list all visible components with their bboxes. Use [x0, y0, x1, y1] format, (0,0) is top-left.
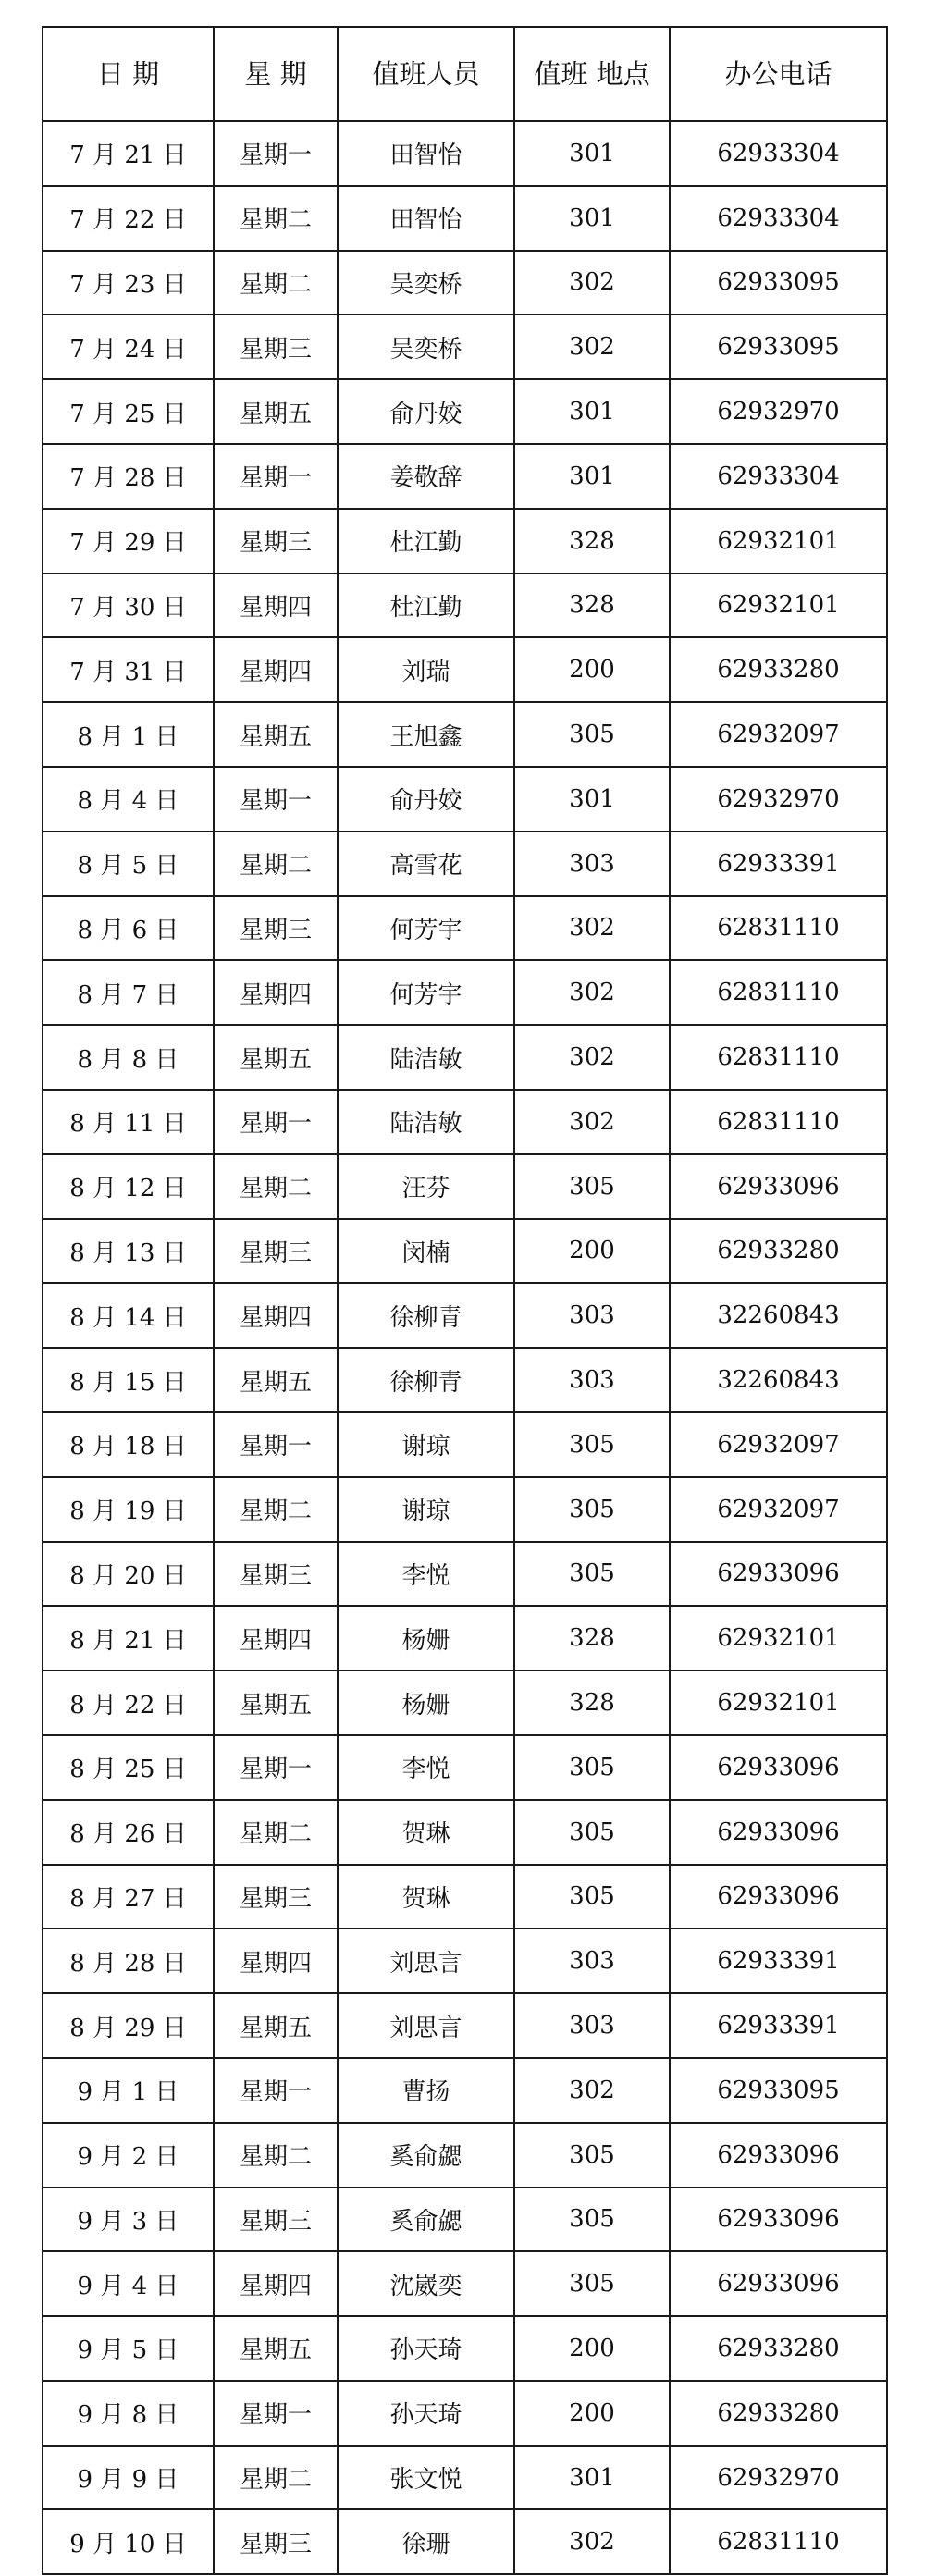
cell-phone: 62932970 [670, 2446, 887, 2510]
cell-weekday: 星期五 [214, 702, 338, 767]
cell-weekday: 星期三 [214, 314, 338, 379]
table-row [43, 1865, 887, 1929]
cell-phone: 62932101 [670, 573, 887, 638]
cell-weekday: 星期四 [214, 1606, 338, 1670]
cell-weekday: 星期一 [214, 444, 338, 509]
cell-person: 杨姗 [338, 1606, 514, 1670]
table-body [43, 121, 887, 2574]
cell-phone: 62933280 [670, 2316, 887, 2381]
cell-weekday: 星期五 [214, 1348, 338, 1412]
cell-date: 8 月 15 日 [43, 1348, 214, 1412]
cell-person: 李悦 [338, 1542, 514, 1607]
cell-phone: 62933304 [670, 186, 887, 251]
table-row [43, 1025, 887, 1090]
cell-date: 8 月 6 日 [43, 896, 214, 961]
cell-date: 7 月 24 日 [43, 314, 214, 379]
cell-weekday: 星期四 [214, 2251, 338, 2316]
table-row [43, 1090, 887, 1154]
cell-weekday: 星期二 [214, 832, 338, 896]
cell-location: 328 [514, 573, 670, 638]
cell-person: 俞丹姣 [338, 767, 514, 832]
table-row [43, 1154, 887, 1219]
cell-phone: 62933096 [670, 1542, 887, 1607]
header-person: 值班人员 [338, 27, 514, 121]
cell-person: 刘思言 [338, 1929, 514, 1993]
cell-location: 303 [514, 1993, 670, 2058]
cell-location: 305 [514, 1800, 670, 1865]
cell-date: 8 月 25 日 [43, 1735, 214, 1800]
cell-location: 305 [514, 1412, 670, 1477]
cell-phone: 62831110 [670, 896, 887, 961]
cell-date: 7 月 31 日 [43, 637, 214, 702]
cell-weekday: 星期三 [214, 896, 338, 961]
table-row [43, 1735, 887, 1800]
cell-location: 305 [514, 1154, 670, 1219]
cell-person: 高雪花 [338, 832, 514, 896]
table-row [43, 1219, 887, 1284]
cell-person: 杜江勤 [338, 509, 514, 573]
table-row [43, 2381, 887, 2446]
cell-date: 9 月 3 日 [43, 2188, 214, 2252]
cell-location: 200 [514, 637, 670, 702]
cell-person: 何芳宇 [338, 960, 514, 1025]
cell-person: 徐柳青 [338, 1348, 514, 1412]
table-row [43, 637, 887, 702]
cell-weekday: 星期四 [214, 960, 338, 1025]
table-row [43, 2509, 887, 2574]
table-row [43, 2251, 887, 2316]
table-row [43, 2058, 887, 2123]
cell-weekday: 星期二 [214, 1800, 338, 1865]
cell-location: 305 [514, 2188, 670, 2252]
cell-person: 汪芬 [338, 1154, 514, 1219]
duty-schedule-table [42, 26, 888, 2575]
cell-person: 孙天琦 [338, 2381, 514, 2446]
table-row [43, 2446, 887, 2510]
cell-phone: 62933095 [670, 2058, 887, 2123]
cell-person: 徐珊 [338, 2509, 514, 2574]
cell-date: 9 月 5 日 [43, 2316, 214, 2381]
cell-phone: 62933304 [670, 121, 887, 186]
cell-person: 闵楠 [338, 1219, 514, 1284]
cell-location: 302 [514, 314, 670, 379]
cell-person: 何芳宇 [338, 896, 514, 961]
cell-weekday: 星期二 [214, 251, 338, 315]
cell-date: 7 月 25 日 [43, 379, 214, 444]
table-row [43, 960, 887, 1025]
cell-location: 302 [514, 251, 670, 315]
cell-phone: 62933391 [670, 1993, 887, 2058]
cell-location: 303 [514, 1929, 670, 1993]
cell-weekday: 星期三 [214, 1542, 338, 1607]
cell-person: 孙天琦 [338, 2316, 514, 2381]
table-row [43, 573, 887, 638]
cell-person: 谢琼 [338, 1412, 514, 1477]
cell-date: 8 月 27 日 [43, 1865, 214, 1929]
cell-weekday: 星期一 [214, 1090, 338, 1154]
cell-date: 9 月 2 日 [43, 2123, 214, 2188]
cell-person: 田智怡 [338, 186, 514, 251]
cell-weekday: 星期二 [214, 186, 338, 251]
cell-location: 302 [514, 2058, 670, 2123]
cell-person: 刘瑞 [338, 637, 514, 702]
cell-person: 杨姗 [338, 1670, 514, 1735]
cell-person: 陆洁敏 [338, 1090, 514, 1154]
cell-phone: 62933095 [670, 251, 887, 315]
table-row [43, 1993, 887, 2058]
cell-location: 301 [514, 186, 670, 251]
cell-date: 8 月 12 日 [43, 1154, 214, 1219]
cell-location: 328 [514, 1670, 670, 1735]
cell-phone: 62933096 [670, 2251, 887, 2316]
cell-phone: 62933280 [670, 1219, 887, 1284]
cell-location: 305 [514, 1865, 670, 1929]
table-row [43, 896, 887, 961]
cell-phone: 62933096 [670, 2123, 887, 2188]
cell-weekday: 星期四 [214, 573, 338, 638]
cell-phone: 62933096 [670, 1735, 887, 1800]
header-phone: 办公电话 [670, 27, 887, 121]
cell-location: 305 [514, 1542, 670, 1607]
cell-date: 8 月 28 日 [43, 1929, 214, 1993]
cell-weekday: 星期二 [214, 2123, 338, 2188]
cell-weekday: 星期二 [214, 2446, 338, 2510]
cell-date: 8 月 29 日 [43, 1993, 214, 2058]
table-row [43, 509, 887, 573]
cell-phone: 62933096 [670, 2188, 887, 2252]
cell-weekday: 星期一 [214, 1412, 338, 1477]
cell-phone: 62933280 [670, 637, 887, 702]
cell-phone: 62933280 [670, 2381, 887, 2446]
cell-location: 200 [514, 1219, 670, 1284]
cell-location: 301 [514, 379, 670, 444]
cell-person: 张文悦 [338, 2446, 514, 2510]
cell-weekday: 星期五 [214, 1993, 338, 2058]
table-row [43, 1800, 887, 1865]
cell-date: 9 月 1 日 [43, 2058, 214, 2123]
table-row [43, 1348, 887, 1412]
cell-location: 200 [514, 2381, 670, 2446]
cell-location: 302 [514, 1025, 670, 1090]
cell-weekday: 星期五 [214, 2316, 338, 2381]
table-row [43, 2188, 887, 2252]
cell-phone: 62932970 [670, 379, 887, 444]
cell-phone: 62831110 [670, 1025, 887, 1090]
cell-date: 8 月 19 日 [43, 1477, 214, 1542]
table-row [43, 444, 887, 509]
cell-phone: 62933391 [670, 1929, 887, 1993]
cell-person: 奚俞勰 [338, 2188, 514, 2252]
table-row [43, 2123, 887, 2188]
cell-date: 8 月 4 日 [43, 767, 214, 832]
cell-person: 奚俞勰 [338, 2123, 514, 2188]
cell-weekday: 星期三 [214, 509, 338, 573]
cell-phone: 62932097 [670, 702, 887, 767]
cell-date: 7 月 22 日 [43, 186, 214, 251]
cell-person: 陆洁敏 [338, 1025, 514, 1090]
cell-weekday: 星期三 [214, 1865, 338, 1929]
table-row [43, 1477, 887, 1542]
cell-date: 8 月 26 日 [43, 1800, 214, 1865]
cell-person: 吴奕桥 [338, 314, 514, 379]
table-row [43, 1283, 887, 1348]
cell-location: 305 [514, 1477, 670, 1542]
cell-phone: 32260843 [670, 1283, 887, 1348]
table-row [43, 702, 887, 767]
cell-weekday: 星期一 [214, 1735, 338, 1800]
cell-location: 303 [514, 1283, 670, 1348]
cell-person: 徐柳青 [338, 1283, 514, 1348]
table-row [43, 1412, 887, 1477]
cell-date: 7 月 21 日 [43, 121, 214, 186]
cell-location: 302 [514, 1090, 670, 1154]
header-location: 值班 地点 [514, 27, 670, 121]
cell-date: 7 月 29 日 [43, 509, 214, 573]
cell-date: 8 月 14 日 [43, 1283, 214, 1348]
cell-location: 305 [514, 2123, 670, 2188]
cell-date: 8 月 8 日 [43, 1025, 214, 1090]
cell-weekday: 星期五 [214, 379, 338, 444]
cell-weekday: 星期一 [214, 767, 338, 832]
table-row [43, 2316, 887, 2381]
table-row [43, 1929, 887, 1993]
cell-date: 8 月 21 日 [43, 1606, 214, 1670]
cell-date: 7 月 23 日 [43, 251, 214, 315]
cell-location: 301 [514, 121, 670, 186]
cell-person: 贺琳 [338, 1865, 514, 1929]
cell-weekday: 星期三 [214, 2509, 338, 2574]
cell-person: 曹扬 [338, 2058, 514, 2123]
cell-phone: 62933391 [670, 832, 887, 896]
cell-phone: 62932101 [670, 1606, 887, 1670]
cell-weekday: 星期一 [214, 2381, 338, 2446]
cell-phone: 62933304 [670, 444, 887, 509]
cell-weekday: 星期四 [214, 1929, 338, 1993]
cell-weekday: 星期三 [214, 2188, 338, 2252]
cell-date: 8 月 1 日 [43, 702, 214, 767]
cell-location: 302 [514, 2509, 670, 2574]
table-row [43, 251, 887, 315]
header-row [43, 27, 887, 121]
cell-date: 9 月 4 日 [43, 2251, 214, 2316]
cell-location: 200 [514, 2316, 670, 2381]
table-row [43, 186, 887, 251]
cell-location: 328 [514, 1606, 670, 1670]
table-row [43, 832, 887, 896]
cell-date: 7 月 30 日 [43, 573, 214, 638]
cell-person: 姜敬辞 [338, 444, 514, 509]
cell-person: 俞丹姣 [338, 379, 514, 444]
cell-location: 301 [514, 2446, 670, 2510]
cell-date: 8 月 13 日 [43, 1219, 214, 1284]
cell-phone: 62933096 [670, 1800, 887, 1865]
table-row [43, 1542, 887, 1607]
cell-location: 305 [514, 2251, 670, 2316]
table-row [43, 314, 887, 379]
cell-location: 328 [514, 509, 670, 573]
cell-location: 301 [514, 767, 670, 832]
cell-location: 305 [514, 702, 670, 767]
cell-weekday: 星期四 [214, 1283, 338, 1348]
table-row [43, 379, 887, 444]
header-date: 日 期 [43, 27, 214, 121]
cell-date: 9 月 8 日 [43, 2381, 214, 2446]
table-row [43, 121, 887, 186]
table-row [43, 1670, 887, 1735]
cell-phone: 62831110 [670, 960, 887, 1025]
cell-person: 杜江勤 [338, 573, 514, 638]
cell-phone: 62932097 [670, 1412, 887, 1477]
cell-person: 沈崴奕 [338, 2251, 514, 2316]
cell-phone: 62933095 [670, 314, 887, 379]
cell-phone: 62933096 [670, 1865, 887, 1929]
cell-date: 8 月 7 日 [43, 960, 214, 1025]
table-row [43, 767, 887, 832]
cell-weekday: 星期四 [214, 637, 338, 702]
cell-phone: 62932101 [670, 509, 887, 573]
cell-phone: 62932101 [670, 1670, 887, 1735]
cell-date: 8 月 20 日 [43, 1542, 214, 1607]
cell-weekday: 星期一 [214, 121, 338, 186]
cell-date: 8 月 5 日 [43, 832, 214, 896]
table-header [43, 27, 887, 121]
cell-person: 吴奕桥 [338, 251, 514, 315]
cell-person: 王旭鑫 [338, 702, 514, 767]
cell-date: 9 月 10 日 [43, 2509, 214, 2574]
cell-date: 8 月 11 日 [43, 1090, 214, 1154]
cell-weekday: 星期三 [214, 1219, 338, 1284]
cell-person: 田智怡 [338, 121, 514, 186]
header-weekday: 星 期 [214, 27, 338, 121]
cell-weekday: 星期二 [214, 1477, 338, 1542]
cell-location: 301 [514, 444, 670, 509]
cell-weekday: 星期五 [214, 1025, 338, 1090]
cell-date: 7 月 28 日 [43, 444, 214, 509]
cell-phone: 62831110 [670, 1090, 887, 1154]
cell-phone: 32260843 [670, 1348, 887, 1412]
cell-location: 305 [514, 1735, 670, 1800]
cell-weekday: 星期五 [214, 1670, 338, 1735]
cell-location: 302 [514, 960, 670, 1025]
cell-phone: 62933096 [670, 1154, 887, 1219]
table-row [43, 1606, 887, 1670]
cell-location: 302 [514, 896, 670, 961]
cell-date: 9 月 9 日 [43, 2446, 214, 2510]
cell-location: 303 [514, 1348, 670, 1412]
cell-person: 刘思言 [338, 1993, 514, 2058]
cell-date: 8 月 22 日 [43, 1670, 214, 1735]
cell-location: 303 [514, 832, 670, 896]
cell-person: 李悦 [338, 1735, 514, 1800]
cell-person: 谢琼 [338, 1477, 514, 1542]
cell-phone: 62831110 [670, 2509, 887, 2574]
cell-date: 8 月 18 日 [43, 1412, 214, 1477]
cell-weekday: 星期一 [214, 2058, 338, 2123]
cell-phone: 62932970 [670, 767, 887, 832]
cell-person: 贺琳 [338, 1800, 514, 1865]
cell-phone: 62932097 [670, 1477, 887, 1542]
cell-weekday: 星期二 [214, 1154, 338, 1219]
